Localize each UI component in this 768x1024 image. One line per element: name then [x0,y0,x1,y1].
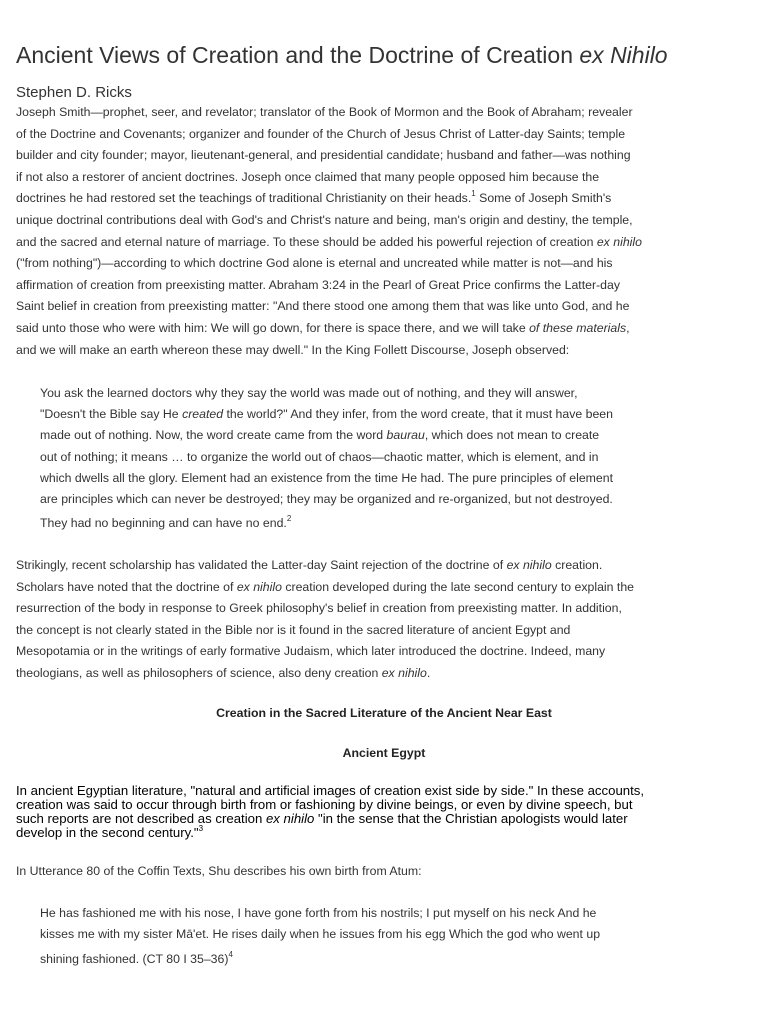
quote-line: He has fashioned me with his nose, I have gone forth from his nostrils; I put myself on his neck And he [40,906,597,920]
text-line: and we will make an earth whereon these may dwell." In the King Follett Discourse, Joseph observed: [16,342,570,357]
italic-term: baurau [386,428,425,443]
quote-line [40,513,613,534]
text-line: In ancient Egyptian literature, "natural and artificial images of creation exist side by side." In these accounts, [16,783,645,798]
text-segment: . [426,665,431,680]
text-line: resurrection of the body in response to Greek philosophy's belief in creation from preexisting matter. In addition, [16,601,622,616]
text-segment: Strikingly, recent scholarship has validated the Latter-day Saint rejection of the doctrine of [16,558,507,572]
quote-line [40,404,613,425]
footnote-ref-4[interactable]: 4 [228,950,233,960]
text-line: ("from nothing")—according to which doctrine God alone is eternal and uncreated while matter is not—and his [16,256,613,271]
text-segment: theologians, as well as philosophers of science, also deny creation [16,665,382,680]
text-segment: "Doesn't the Bible say He [40,407,183,422]
text-line [16,318,642,340]
text-line: unique doctrinal contributions deal with God's and Christ's nature and being, man's origin and destiny, the temple, [16,212,633,227]
text-segment: creation. [551,558,603,572]
footnote-ref-3[interactable]: 3 [198,824,204,833]
text-segment: Some of Joseph Smith's [475,191,612,206]
section-heading: Creation in the Sacred Literature of the Ancient Near East [216,706,552,720]
italic-term: ex nihilo [265,811,315,826]
coffin-texts-intro: In Utterance 80 of the Coffin Texts, Shu describes his own birth from Atum: [16,864,422,878]
italic-term: ex nihilo [506,558,552,572]
text-line: Joseph Smith—prophet, seer, and revelator; translator of the Book of Mormon and the Book of Abraham; revealer [16,105,633,119]
text-segment: They had no beginning and can have no end. [40,516,287,531]
text-segment: doctrines he had restored set the teachings of traditional Christianity on their heads. [16,191,472,206]
text-line [16,577,634,599]
text-segment: said unto those who were with him: We will go down, for there is space there, and we will take [16,320,530,335]
page-title [16,38,756,72]
italic-term: ex nihilo [596,234,642,249]
text-segment: shining fashioned. (CT 80 I 35–36) [40,952,229,967]
king-follett-quote [40,383,613,534]
text-line [16,663,634,685]
quote-line: out of nothing; it means … to organize the world out of chaos—chaotic matter, which is element, and in [40,449,599,464]
egypt-paragraph [16,784,746,840]
quote-line: kisses me with my sister Mā'et. He rises daily when he issues from his egg Which the god who went up [40,927,601,942]
italic-term: created [182,407,224,422]
coffin-texts-quote [40,903,600,971]
quote-line: You ask the learned doctors why they say the world was made out of nothing, and they will answer, [40,386,578,400]
footnote-ref-1[interactable]: 1 [471,189,476,199]
title-main: Ancient Views of Creation and the Doctrine of Creation [16,42,580,68]
scholarship-paragraph [16,555,634,685]
subsection-heading: Ancient Egypt [342,746,426,760]
quote-line: are principles which can never be destroyed; they may be organized and re-organized, but not destroyed. [40,492,613,507]
text-segment: Scholars have noted that the doctrine of [16,579,237,594]
italic-term: ex nihilo [381,665,427,680]
quote-line [40,949,600,970]
text-segment: develop in the second century." [16,825,199,840]
text-line [16,812,746,826]
text-line [16,232,642,254]
footnote-ref-2[interactable]: 2 [286,514,292,524]
intro-paragraph [16,102,642,361]
text-line [16,555,634,577]
text-segment: and the sacred and eternal nature of marriage. To these should be added his powerful rejection of creation [16,234,597,249]
text-line: of the Doctrine and Covenants; organizer and founder of the Church of Jesus Christ of Latter-day Saints; temple [16,126,626,141]
text-line: builder and city founder; mayor, lieutenant-general, and presidential candidate; husband and father—was nothing [16,148,631,163]
quote-line [40,425,613,446]
author-name: Stephen D. Ricks [16,84,132,101]
text-segment: , [626,320,630,335]
text-segment: the world?" And they infer, from the word create, that it must have been [223,407,613,422]
title-italic: ex Nihilo [579,42,668,68]
text-line: Saint belief in creation from preexisting matter: "And there stood one among them that was like unto God, and he [16,299,630,314]
text-line [16,826,746,840]
italic-term: ex nihilo [236,579,282,594]
text-line: creation was said to occur through birth from or fashioning by divine beings, or even by divine speech, but [16,797,633,812]
text-segment: made out of nothing. Now, the word create came from the word [40,428,387,443]
text-segment: "in the sense that the Christian apologists would later [314,811,628,826]
text-line [16,188,642,210]
text-segment: such reports are not described as creation [16,811,266,826]
text-line: Mesopotamia or in the writings of early formative Judaism, which later introduced the doctrine. Indeed, many [16,644,606,659]
text-segment: , which does not mean to create [424,428,600,443]
text-line: affirmation of creation from preexisting matter. Abraham 3:24 in the Pearl of Great Price confirms the Latter-day [16,277,620,292]
text-segment: creation developed during the late second century to explain the [281,579,635,594]
italic-term: of these materials [529,320,627,335]
text-line: if not also a restorer of ancient doctrines. Joseph once claimed that many people opposed him because the [16,169,600,184]
quote-line: which dwells all the glory. Element had an existence from the time He had. The pure principles of element [40,470,614,485]
text-line: the concept is not clearly stated in the Bible nor is it found in the sacred literature of ancient Egypt and [16,622,571,637]
